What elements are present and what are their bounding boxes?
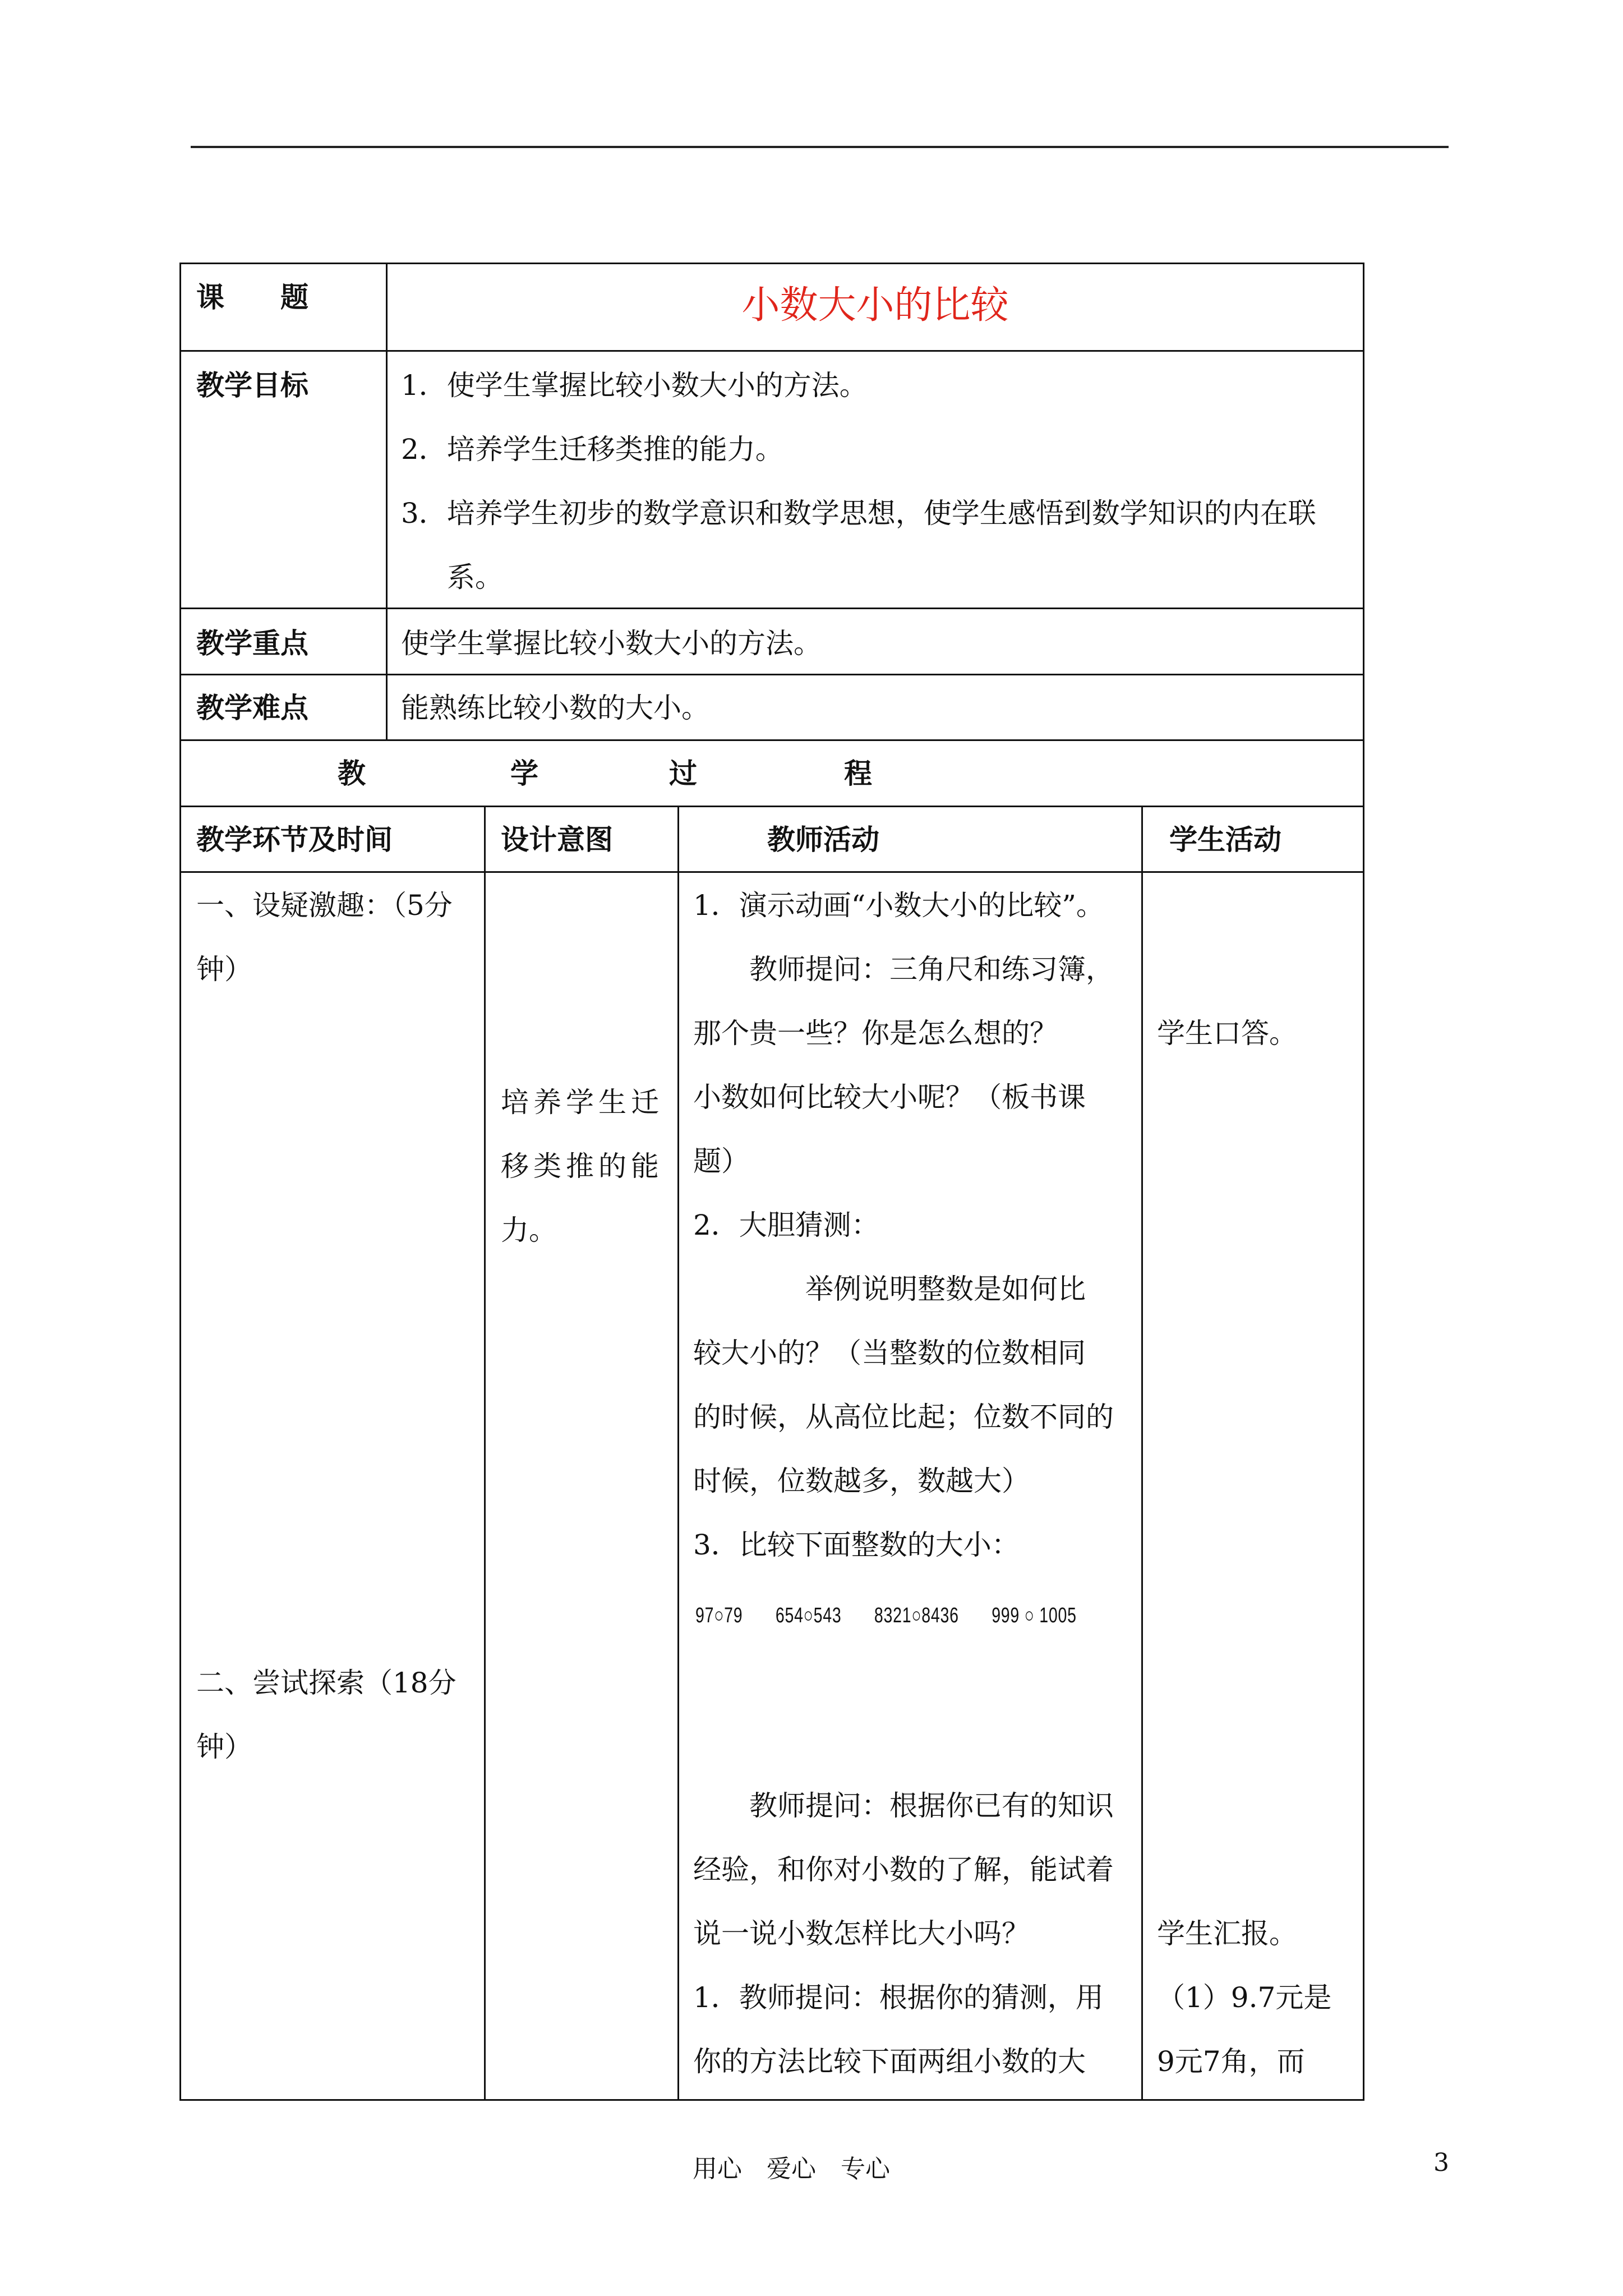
- teacher-line: 时候，位数越多，数越大）: [693, 1465, 1030, 1497]
- teacher-line: 的时候，从高位比起；位数不同的: [693, 1401, 1114, 1433]
- teacher-line: 那个贵一些？你是怎么想的？: [693, 1017, 1058, 1050]
- process-heading-char: 过: [669, 757, 697, 790]
- topic-label: 课 题: [196, 281, 308, 314]
- page-number: 3: [1433, 2148, 1449, 2177]
- intent-line: 力。: [501, 1214, 557, 1246]
- student-line: 学生汇报。: [1157, 1917, 1297, 1950]
- goal-item: 1．使学生掌握比较小数大小的方法。: [401, 369, 868, 402]
- teacher-line: 说一说小数怎样比大小吗？: [693, 1917, 1030, 1950]
- teacher-line: 经验，和你对小数的了解，能试着: [693, 1853, 1114, 1886]
- stage-label: 二、尝试探索（18分: [196, 1667, 457, 1699]
- student-line: （1）9.7元是: [1157, 1981, 1332, 2014]
- stage-label: 钟）: [196, 1731, 252, 1763]
- stage-label: 钟）: [196, 953, 252, 986]
- col-header-intent: 设计意图: [501, 823, 613, 856]
- teacher-line: 教师提问：根据你已有的知识: [693, 1789, 1114, 1822]
- teacher-line: 你的方法比较下面两组小数的大: [693, 2045, 1086, 2078]
- col-header-stage: 教学环节及时间: [196, 823, 393, 856]
- process-heading-char: 程: [844, 757, 872, 790]
- col-header-student: 学生活动: [1169, 823, 1281, 856]
- teacher-line: 1．演示动画“小数大小的比较”。: [693, 889, 1104, 922]
- teacher-line: 小数如何比较大小呢？（板书课: [693, 1081, 1086, 1114]
- lesson-title: 小数大小的比较: [741, 283, 1009, 328]
- process-heading-char: 教: [338, 757, 366, 790]
- goal-label: 教学目标: [196, 369, 308, 402]
- key-text: 使学生掌握比较小数大小的方法。: [401, 627, 822, 660]
- intent-line: 培养学生迁: [501, 1086, 663, 1119]
- compare-numbers: 97○79 654○543 8321○8436 999 ○ 1005: [695, 1604, 1077, 1627]
- goal-item: 3．培养学生初步的数学意识和数学思想，使学生感悟到数学知识的内在联: [401, 497, 1316, 530]
- intent-line: 移类推的能: [501, 1150, 663, 1182]
- teacher-line: 举例说明整数是如何比: [693, 1273, 1086, 1305]
- teacher-line: 3．比较下面整数的大小：: [693, 1529, 1020, 1561]
- goal-item: 系。: [447, 561, 503, 593]
- student-line: 9元7角，而: [1157, 2045, 1305, 2078]
- goal-item: 2．培养学生迁移类推的能力。: [401, 433, 783, 466]
- col-header-teacher: 教师活动: [767, 823, 879, 856]
- student-line: 学生口答。: [1157, 1017, 1297, 1050]
- stage-label: 一、设疑激趣：（5分: [196, 889, 453, 922]
- footer-motto: 用心 爱心 专心: [693, 2155, 890, 2183]
- teacher-line: 较大小的？（当整数的位数相同: [693, 1337, 1086, 1369]
- difficulty-label: 教学难点: [196, 692, 308, 724]
- teacher-line: 1．教师提问：根据你的猜测，用: [693, 1981, 1104, 2014]
- header-rule: [191, 146, 1449, 148]
- key-label: 教学重点: [196, 627, 308, 660]
- teacher-line: 教师提问：三角尺和练习簿，: [693, 953, 1114, 986]
- difficulty-text: 能熟练比较小数的大小。: [401, 692, 709, 724]
- teacher-line: 题）: [693, 1145, 749, 1177]
- teacher-line: 2．大胆猜测：: [693, 1209, 879, 1241]
- process-heading-char: 学: [510, 757, 538, 790]
